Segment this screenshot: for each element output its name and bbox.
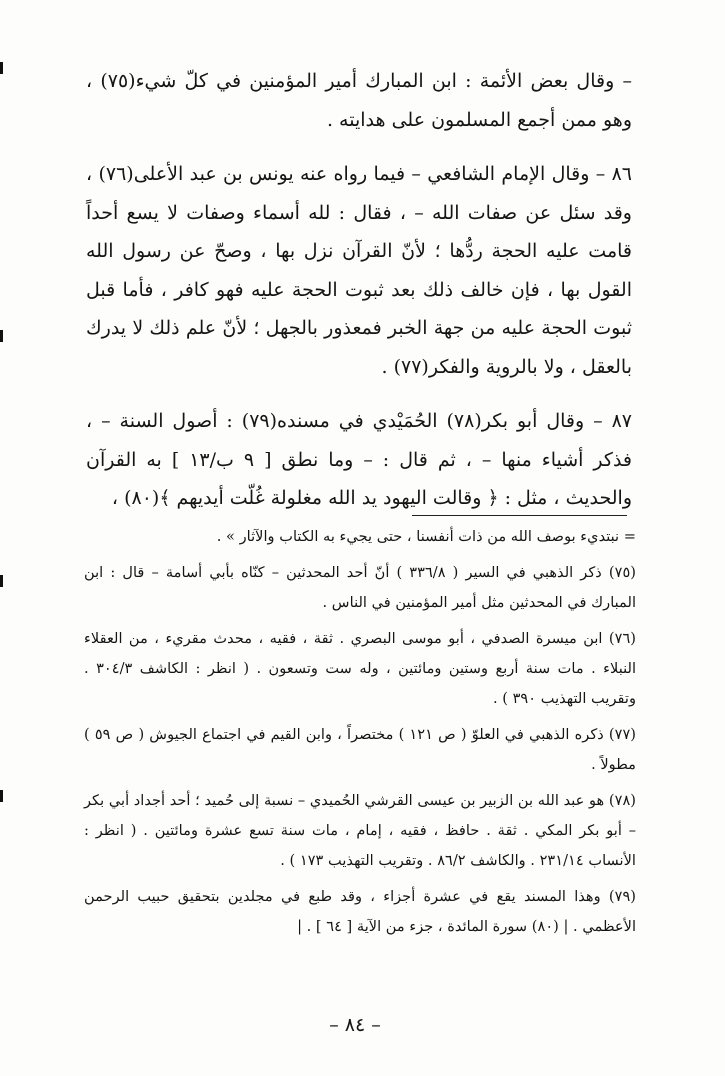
footnote-77: (٧٧) ذكره الذهبي في العلوّ ( ص ١٢١ ) مختصراً ، وابن القيم في اجتماع الجيوش ( ص ٥٩ ) مطولاً .	[84, 726, 636, 773]
footnotes	[84, 522, 636, 948]
footnote-79-80: (٧٩) وهذا المسند يقع في عشرة أجزاء ، وقد طبع في مجلدين بتحقيق حبيب الرحمن الأعظمي . | (٨٠) سورة المائدة ، جزء من الآية [ ٦٤ ] . |	[84, 888, 636, 935]
footnote-continuation: = نبتديء بوصف الله من ذات أنفسنا ، حتى يجيء به الكتاب والآثار » .	[216, 528, 636, 545]
scan-margin-mark	[0, 62, 3, 74]
footnote-78: (٧٨) هو عبد الله بن الزبير بن عيسى القرشي الحُميدي – نسبة إلى حُميد ؛ أحد أجداد أبي بكر – أبو بكر المكي . ثقة . حافظ ، فقيه ، إمام ، مات سنة تسع عشرة ومائتين . ( انظر : الأنساب ٢٣١/١٤ . والكاشف ٨٦/٢ . وتقريب التهذيب ١٧٣ ) .	[84, 792, 636, 869]
scan-margin-mark	[0, 575, 3, 587]
footnote-76: (٧٦) ابن ميسرة الصدفي ، أبو موسى البصري . ثقة ، فقيه ، محدث مقريء ، من العقلاء النبلاء . مات سنة أربع وستين ومائتين ، وله ست وتسعون . ( انظر : الكاشف ٣٠٤/٣ . وتقريب التهذيب ٣٩٠ ) .	[84, 630, 637, 707]
page-number: – ٨٤ –	[329, 1014, 381, 1036]
paragraph-86: ٨٦ – وقال الإمام الشافعي – فيما رواه عنه يونس بن عبد الأعلى(٧٦) ، وقد سئل عن صفات الله – ، فقال : لله أسماء وصفات لا يسع أحداً قامت عليه الحجة ردُّها ؛ لأنّ القرآن نزل بها ، وصحّ عن رسول الله القول بها ، فإن خالف ذلك بعد ثبوت الحجة عليه فهو كافر ، فأما قبل ثبوت الحجة عليه من جهة الخبر فمعذور بالجهل ؛ لأنّ علم ذلك لا يدرك بالعقل ، ولا بالروية والفكر(٧٧) .	[86, 163, 632, 378]
main-text	[86, 62, 632, 534]
paragraph-75: – وقال بعض الأئمة : ابن المبارك أمير المؤمنين في كلّ شيء(٧٥) ، وهو ممن أجمع المسلمون على هدايته .	[86, 70, 632, 131]
scan-margin-mark	[0, 330, 3, 342]
paragraph-87: ٨٧ – وقال أبو بكر(٧٨) الحُمَيْدي في مسنده(٧٩) : أصول السنة – ، فذكر أشياء منها – ، ثم قال : – وما نطق [ ٩ ب/١٣ ] به القرآن والحديث ، مثل : ﴿ وقالت اليهود يد الله مغلولة غُلّت أيديهم ﴾(٨٠) ،	[86, 410, 633, 509]
footnote-75: (٧٥) ذكر الذهبي في السير ( ٣٣٦/٨ ) أنّ أحد المحدثين – كنّاه بأبي أسامة – قال : ابن المبارك في المحدثين مثل أمير المؤمنين في الناس .	[84, 564, 636, 611]
scan-margin-mark	[0, 790, 3, 802]
footnote-separator	[412, 515, 627, 516]
